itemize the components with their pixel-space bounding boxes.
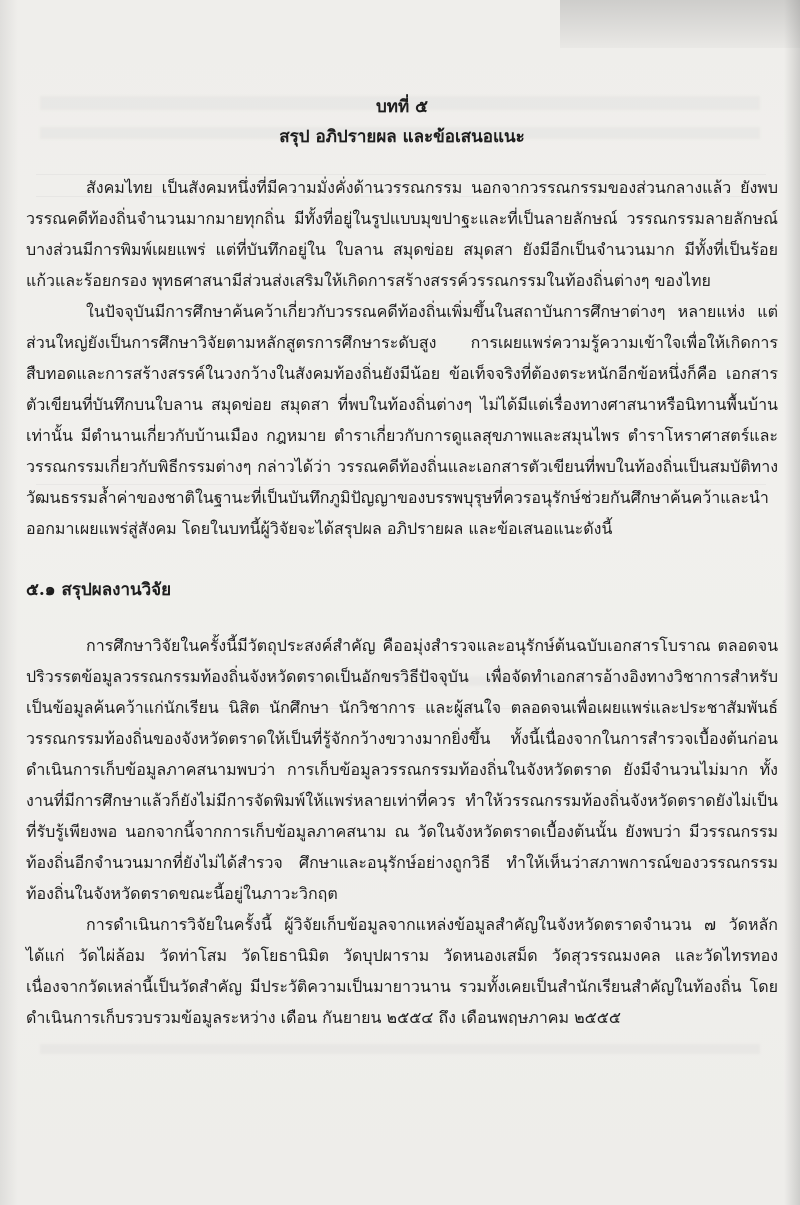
- section-paragraph-1: การศึกษาวิจัยในครั้งนี้มีวัตถุประสงค์สำคัญ คืออมุ่งสำรวจและอนุรักษ์ต้นฉบับเอกสารโบราณ ตลอดจนปริวรรตข้อมูลวรรณกรรมท้องถิ่นจังหวัดตราดเป็นอักขรวิธีปัจจุบัน เพื่อจัดทำเอกสารอ้างอิงทางวิชาการสำหรับเป็นข้อมูลค้นคว้าแก่นักเรียน นิสิต นักศึกษา นักวิชาการ และผู้สนใจ ตลอดจนเพื่อเผยแพร่และประชาสัมพันธ์วรรณกรรมท้องถิ่นของจังหวัดตราดให้เป็นที่รู้จักกว้างขวางมากยิ่งขึ้น ทั้งนี้เนื่องจากในการสำรวจเบื้องต้นก่อนดำเนินการเก็บข้อมูลภาคสนามพบว่า การเก็บข้อมูลวรรณกรรมท้องถิ่นในจังหวัดตราด ยังมีจำนวนไม่มาก ทั้งงานที่มีการศึกษาแล้วก็ยังไม่มีการจัดพิมพ์ให้แพร่หลายเท่าที่ควร ทำให้วรรณกรรมท้องถิ่นจังหวัดตราดยังไม่เป็นที่รับรู้เพียงพอ นอกจากนี้จากการเก็บข้อมูลภาคสนาม ณ วัดในจังหวัดตราดเบื้องต้นนั้น ยังพบว่า มีวรรณกรรมท้องถิ่นอีกจำนวนมากที่ยังไม่ได้สำรวจ ศึกษาและอนุรักษ์อย่างถูกวิธี ทำให้เห็นว่าสภาพการณ์ของวรรณกรรมท้องถิ่นในจังหวัดตราดขณะนี้อยู่ในภาวะวิกฤต: [26, 636, 778, 903]
- chapter-number: บทที่ ๕: [376, 97, 428, 117]
- chapter-title: สรุป อภิปรายผล และข้อเสนอแนะ: [279, 127, 525, 147]
- show-through-text-band: [40, 1044, 760, 1054]
- section-paragraph-2: การดำเนินการวิจัยในครั้งนี้ ผู้วิจัยเก็บข้อมูลจากแหล่งข้อมูลสำคัญในจังหวัดตราดจำนวน ๗ วัดหลัก ได้แก่ วัดไผ่ล้อม วัดท่าโสม วัดโยธานิมิต วัดบุปผาราม วัดหนองเสม็ด วัดสุวรรณมงคล และวัดไทรทอง เนื่องจากวัดเหล่านี้เป็นวัดสำคัญ มีประวัติความเป็นมายาวนาน รวมทั้งเคยเป็นสำนักเรียนสำคัญในท้องถิ่น โดยดำเนินการเก็บรวบรวมข้อมูลระหว่าง เดือน กันยายน ๒๕๕๔ ถึง เดือนพฤษภาคม ๒๕๕๕: [26, 915, 778, 1027]
- page-content: [26, 96, 778, 1033]
- top-shadow: [560, 0, 800, 48]
- right-edge-shadow: [784, 0, 800, 1205]
- intro-paragraph-2: ในปัจจุบันมีการศึกษาค้นคว้าเกี่ยวกับวรรณคดีท้องถิ่นเพิ่มขึ้นในสถาบันการศึกษาต่างๆ หลายแห่ง แต่ส่วนใหญ่ยังเป็นการศึกษาวิจัยตามหลักสูตรการศึกษาระดับสูง การเผยแพร่ความรู้ความเข้าใจเพื่อให้เกิดการสืบทอดและการสร้างสรรค์ในวงกว้างในสังคมท้องถิ่นยังมีน้อย ข้อเท็จจริงที่ต้องตระหนักอีกข้อหนึ่งก็คือ เอกสารตัวเขียนที่บันทึกบนใบลาน สมุดข่อย สมุดสา ที่พบในท้องถิ่นต่างๆ ไม่ได้มีแต่เรื่องทางศาสนาหรือนิทานพื้นบ้านเท่านั้น มีตำนานเกี่ยวกับบ้านเมือง กฎหมาย ตำราเกี่ยวกับการดูแลสุขภาพและสมุนไพร ตำราโหราศาสตร์และวรรณกรรมเกี่ยวกับพิธีกรรมต่างๆ กล่าวได้ว่า วรรณคดีท้องถิ่นและเอกสารตัวเขียนที่พบในท้องถิ่นเป็นสมบัติทางวัฒนธรรมล้ำค่าของชาติในฐานะที่เป็นบันทึกภูมิปัญญาของบรรพบุรุษที่ควรอนุรักษ์ช่วยกันศึกษาค้นคว้าและนำออกมาเผยแพร่สู่สังคม โดยในบทนี้ผู้วิจัยจะได้สรุปผล อภิปรายผล และข้อเสนอแนะดังนี้: [26, 302, 778, 538]
- left-edge-shadow: [0, 0, 18, 1205]
- section-title: ๕.๑ สรุปผลงานวิจัย: [26, 580, 172, 600]
- intro-paragraph-1: สังคมไทย เป็นสังคมหนึ่งที่มีความมั่งคั่งด้านวรรณกรรม นอกจากวรรณกรรมของส่วนกลางแล้ว ยังพบวรรณคดีท้องถิ่นจำนวนมากมายทุกถิ่น มีทั้งที่อยู่ในรูปแบบมุขปาฐะและที่เป็นลายลักษณ์ วรรณกรรมลายลักษณ์บางส่วนมีการพิมพ์เผยแพร่ แต่ที่บันทึกอยู่ใน ใบลาน สมุดข่อย สมุดสา ยังมีอีกเป็นจำนวนมาก มีทั้งที่เป็นร้อยแก้วและร้อยกรอง พุทธศาสนามีส่วนส่งเสริมให้เกิดการสร้างสรรค์วรรณกรรมในท้องถิ่นต่างๆ ของไทย: [26, 178, 778, 290]
